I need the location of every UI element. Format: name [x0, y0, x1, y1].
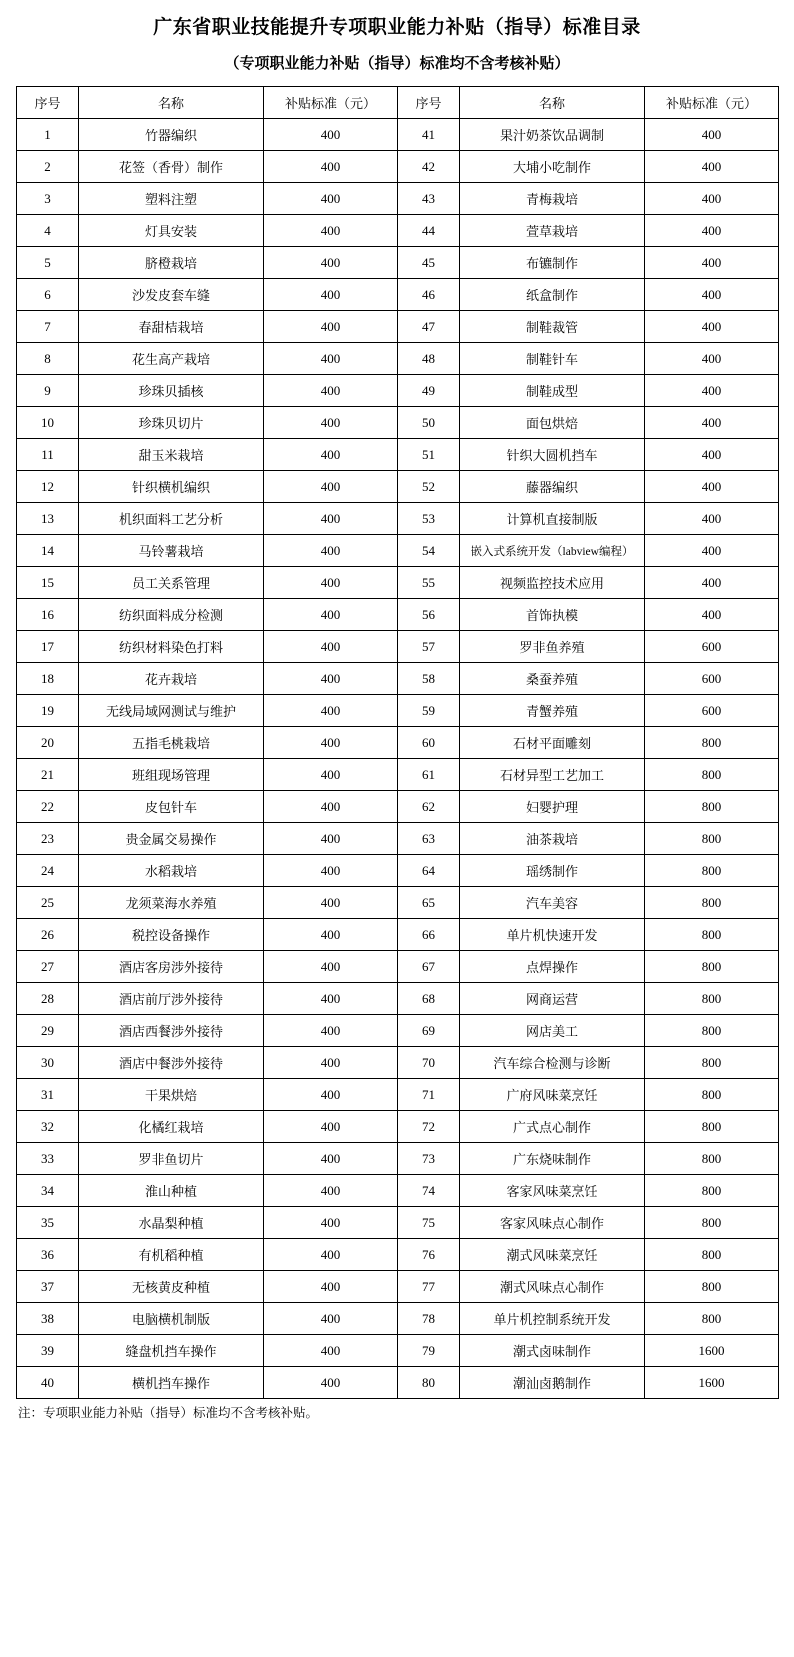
cell-name-right: 制鞋裁管	[460, 311, 645, 343]
cell-name-left: 纺织材料染色打料	[79, 631, 264, 663]
cell-name-left: 珍珠贝插核	[79, 375, 264, 407]
header-name-right: 名称	[460, 87, 645, 119]
cell-amount-left: 400	[264, 279, 398, 311]
cell-name-left: 甜玉米栽培	[79, 439, 264, 471]
cell-amount-right: 800	[645, 887, 779, 919]
cell-amount-left: 400	[264, 663, 398, 695]
table-row	[17, 1271, 779, 1303]
cell-name-right: 广式点心制作	[460, 1111, 645, 1143]
header-amount-right: 补贴标准（元）	[645, 87, 779, 119]
cell-amount-left: 400	[264, 791, 398, 823]
cell-name-right: 单片机快速开发	[460, 919, 645, 951]
cell-seq-right: 57	[398, 631, 460, 663]
cell-seq-right: 46	[398, 279, 460, 311]
cell-name-right: 点焊操作	[460, 951, 645, 983]
cell-name-left: 花签（香骨）制作	[79, 151, 264, 183]
cell-amount-right: 400	[645, 215, 779, 247]
cell-seq-left: 24	[17, 855, 79, 887]
cell-amount-right: 800	[645, 1271, 779, 1303]
cell-amount-right: 800	[645, 727, 779, 759]
table-row	[17, 759, 779, 791]
cell-seq-left: 33	[17, 1143, 79, 1175]
table-row	[17, 439, 779, 471]
cell-seq-right: 49	[398, 375, 460, 407]
table-row	[17, 567, 779, 599]
cell-amount-right: 800	[645, 1111, 779, 1143]
table-row	[17, 1367, 779, 1399]
cell-amount-left: 400	[264, 1239, 398, 1271]
cell-seq-right: 62	[398, 791, 460, 823]
cell-amount-left: 400	[264, 695, 398, 727]
cell-seq-left: 26	[17, 919, 79, 951]
cell-name-right: 网商运营	[460, 983, 645, 1015]
cell-amount-right: 400	[645, 471, 779, 503]
cell-name-right: 大埔小吃制作	[460, 151, 645, 183]
cell-name-left: 脐橙栽培	[79, 247, 264, 279]
cell-seq-left: 8	[17, 343, 79, 375]
cell-amount-right: 800	[645, 919, 779, 951]
cell-amount-right: 800	[645, 983, 779, 1015]
cell-name-left: 贵金属交易操作	[79, 823, 264, 855]
table-row	[17, 407, 779, 439]
cell-name-left: 机织面料工艺分析	[79, 503, 264, 535]
cell-seq-left: 4	[17, 215, 79, 247]
table-row	[17, 695, 779, 727]
cell-seq-right: 41	[398, 119, 460, 151]
cell-seq-left: 30	[17, 1047, 79, 1079]
table-row	[17, 951, 779, 983]
cell-amount-left: 400	[264, 823, 398, 855]
cell-name-right: 面包烘焙	[460, 407, 645, 439]
cell-name-left: 酒店西餐涉外接待	[79, 1015, 264, 1047]
cell-seq-left: 10	[17, 407, 79, 439]
table-body	[17, 119, 779, 1399]
cell-seq-right: 60	[398, 727, 460, 759]
cell-amount-right: 600	[645, 663, 779, 695]
cell-name-right: 广府风味菜烹饪	[460, 1079, 645, 1111]
cell-seq-left: 2	[17, 151, 79, 183]
cell-seq-right: 64	[398, 855, 460, 887]
cell-name-left: 横机挡车操作	[79, 1367, 264, 1399]
cell-amount-left: 400	[264, 343, 398, 375]
cell-amount-left: 400	[264, 567, 398, 599]
cell-name-right: 视频监控技术应用	[460, 567, 645, 599]
cell-seq-left: 38	[17, 1303, 79, 1335]
cell-name-left: 龙须菜海水养殖	[79, 887, 264, 919]
cell-name-left: 塑料注塑	[79, 183, 264, 215]
cell-name-left: 员工关系管理	[79, 567, 264, 599]
cell-amount-right: 800	[645, 1239, 779, 1271]
cell-name-right: 罗非鱼养殖	[460, 631, 645, 663]
cell-seq-right: 72	[398, 1111, 460, 1143]
cell-amount-left: 400	[264, 1175, 398, 1207]
cell-seq-right: 53	[398, 503, 460, 535]
cell-seq-left: 6	[17, 279, 79, 311]
cell-amount-right: 400	[645, 151, 779, 183]
cell-amount-right: 800	[645, 759, 779, 791]
cell-seq-left: 29	[17, 1015, 79, 1047]
cell-seq-right: 78	[398, 1303, 460, 1335]
cell-name-left: 淮山种植	[79, 1175, 264, 1207]
cell-seq-left: 22	[17, 791, 79, 823]
cell-name-right: 网店美工	[460, 1015, 645, 1047]
table-row	[17, 471, 779, 503]
table-row	[17, 183, 779, 215]
cell-name-right: 潮式风味点心制作	[460, 1271, 645, 1303]
cell-amount-right: 600	[645, 695, 779, 727]
cell-amount-left: 400	[264, 183, 398, 215]
cell-seq-right: 66	[398, 919, 460, 951]
table-row	[17, 1335, 779, 1367]
cell-name-right: 客家风味点心制作	[460, 1207, 645, 1239]
cell-name-left: 化橘红栽培	[79, 1111, 264, 1143]
cell-name-right: 单片机控制系统开发	[460, 1303, 645, 1335]
cell-amount-right: 800	[645, 1015, 779, 1047]
cell-name-left: 酒店前厅涉外接待	[79, 983, 264, 1015]
cell-name-left: 干果烘焙	[79, 1079, 264, 1111]
cell-seq-left: 13	[17, 503, 79, 535]
cell-amount-right: 400	[645, 407, 779, 439]
cell-amount-left: 400	[264, 375, 398, 407]
cell-name-right: 潮式卤味制作	[460, 1335, 645, 1367]
cell-seq-right: 47	[398, 311, 460, 343]
page-title: 广东省职业技能提升专项职业能力补贴（指导）标准目录	[153, 17, 641, 38]
cell-name-right: 制鞋成型	[460, 375, 645, 407]
cell-seq-right: 67	[398, 951, 460, 983]
cell-name-right: 藤器编织	[460, 471, 645, 503]
table-row	[17, 375, 779, 407]
header-seq-left: 序号	[17, 87, 79, 119]
table-row	[17, 535, 779, 567]
cell-amount-left: 400	[264, 1335, 398, 1367]
cell-seq-left: 5	[17, 247, 79, 279]
cell-name-right: 青蟹养殖	[460, 695, 645, 727]
cell-seq-left: 36	[17, 1239, 79, 1271]
cell-seq-left: 28	[17, 983, 79, 1015]
cell-amount-right: 800	[645, 1207, 779, 1239]
cell-name-right: 制鞋针车	[460, 343, 645, 375]
cell-amount-left: 400	[264, 535, 398, 567]
cell-seq-right: 44	[398, 215, 460, 247]
cell-seq-left: 35	[17, 1207, 79, 1239]
cell-seq-right: 42	[398, 151, 460, 183]
cell-amount-right: 600	[645, 631, 779, 663]
cell-amount-left: 400	[264, 919, 398, 951]
cell-amount-left: 400	[264, 311, 398, 343]
cell-name-left: 酒店中餐涉外接待	[79, 1047, 264, 1079]
cell-name-right: 石材平面雕刻	[460, 727, 645, 759]
cell-seq-right: 74	[398, 1175, 460, 1207]
cell-amount-right: 1600	[645, 1367, 779, 1399]
cell-name-right: 妇婴护理	[460, 791, 645, 823]
cell-amount-right: 400	[645, 567, 779, 599]
cell-seq-left: 15	[17, 567, 79, 599]
cell-amount-left: 400	[264, 855, 398, 887]
cell-seq-right: 48	[398, 343, 460, 375]
cell-name-left: 罗非鱼切片	[79, 1143, 264, 1175]
cell-amount-right: 400	[645, 375, 779, 407]
cell-name-left: 沙发皮套车缝	[79, 279, 264, 311]
cell-seq-left: 21	[17, 759, 79, 791]
cell-amount-left: 400	[264, 471, 398, 503]
cell-seq-right: 59	[398, 695, 460, 727]
cell-amount-left: 400	[264, 631, 398, 663]
table-row	[17, 1207, 779, 1239]
cell-amount-left: 400	[264, 887, 398, 919]
cell-seq-left: 31	[17, 1079, 79, 1111]
cell-amount-left: 400	[264, 1079, 398, 1111]
cell-seq-right: 56	[398, 599, 460, 631]
cell-amount-left: 400	[264, 215, 398, 247]
cell-amount-right: 400	[645, 343, 779, 375]
cell-name-right: 萱草栽培	[460, 215, 645, 247]
cell-seq-left: 32	[17, 1111, 79, 1143]
cell-seq-right: 58	[398, 663, 460, 695]
cell-name-right: 潮式风味菜烹饪	[460, 1239, 645, 1271]
cell-seq-right: 65	[398, 887, 460, 919]
cell-amount-left: 400	[264, 1111, 398, 1143]
table-row	[17, 215, 779, 247]
cell-seq-right: 75	[398, 1207, 460, 1239]
cell-name-right: 客家风味菜烹饪	[460, 1175, 645, 1207]
cell-seq-right: 61	[398, 759, 460, 791]
cell-seq-left: 40	[17, 1367, 79, 1399]
cell-amount-left: 400	[264, 439, 398, 471]
cell-seq-right: 80	[398, 1367, 460, 1399]
cell-name-left: 有机稻种植	[79, 1239, 264, 1271]
cell-amount-right: 800	[645, 1143, 779, 1175]
cell-seq-right: 63	[398, 823, 460, 855]
cell-seq-left: 25	[17, 887, 79, 919]
cell-name-right: 首饰执模	[460, 599, 645, 631]
cell-seq-right: 68	[398, 983, 460, 1015]
cell-amount-left: 400	[264, 1047, 398, 1079]
cell-name-left: 灯具安装	[79, 215, 264, 247]
cell-name-right: 汽车美容	[460, 887, 645, 919]
table-header-row	[17, 87, 779, 119]
cell-amount-right: 400	[645, 183, 779, 215]
cell-amount-left: 400	[264, 247, 398, 279]
table-row	[17, 119, 779, 151]
cell-name-right: 汽车综合检测与诊断	[460, 1047, 645, 1079]
cell-amount-right: 800	[645, 1047, 779, 1079]
cell-amount-left: 400	[264, 1271, 398, 1303]
cell-seq-right: 79	[398, 1335, 460, 1367]
table-row	[17, 343, 779, 375]
cell-seq-left: 20	[17, 727, 79, 759]
cell-name-left: 无线局域网测试与维护	[79, 695, 264, 727]
cell-name-left: 电脑横机制版	[79, 1303, 264, 1335]
cell-amount-right: 800	[645, 1175, 779, 1207]
cell-name-left: 无核黄皮种植	[79, 1271, 264, 1303]
cell-seq-left: 9	[17, 375, 79, 407]
table-row	[17, 151, 779, 183]
cell-seq-right: 70	[398, 1047, 460, 1079]
cell-amount-left: 400	[264, 759, 398, 791]
cell-amount-left: 400	[264, 951, 398, 983]
cell-seq-left: 17	[17, 631, 79, 663]
cell-seq-right: 71	[398, 1079, 460, 1111]
cell-name-left: 税控设备操作	[79, 919, 264, 951]
cell-seq-right: 73	[398, 1143, 460, 1175]
table-row	[17, 1143, 779, 1175]
header-name-left: 名称	[79, 87, 264, 119]
cell-amount-left: 400	[264, 599, 398, 631]
cell-name-left: 酒店客房涉外接待	[79, 951, 264, 983]
cell-name-left: 缝盘机挡车操作	[79, 1335, 264, 1367]
cell-amount-left: 400	[264, 503, 398, 535]
header-amount-left: 补贴标准（元）	[264, 87, 398, 119]
cell-amount-right: 800	[645, 855, 779, 887]
cell-seq-left: 12	[17, 471, 79, 503]
table-row	[17, 791, 779, 823]
cell-amount-right: 400	[645, 503, 779, 535]
cell-name-right: 布镳制作	[460, 247, 645, 279]
cell-seq-left: 37	[17, 1271, 79, 1303]
cell-name-left: 五指毛桃栽培	[79, 727, 264, 759]
table-row	[17, 663, 779, 695]
cell-name-left: 花卉栽培	[79, 663, 264, 695]
table-row	[17, 1047, 779, 1079]
cell-name-left: 纺织面料成分检测	[79, 599, 264, 631]
cell-seq-left: 11	[17, 439, 79, 471]
cell-amount-right: 400	[645, 279, 779, 311]
table-row	[17, 1079, 779, 1111]
cell-name-left: 水晶梨种植	[79, 1207, 264, 1239]
cell-amount-right: 400	[645, 535, 779, 567]
cell-amount-left: 400	[264, 407, 398, 439]
cell-seq-right: 55	[398, 567, 460, 599]
cell-seq-right: 43	[398, 183, 460, 215]
cell-seq-left: 3	[17, 183, 79, 215]
page-subtitle: （专项职业能力补贴（指导）标准均不含考核补贴）	[224, 55, 570, 72]
cell-seq-right: 50	[398, 407, 460, 439]
cell-amount-right: 800	[645, 951, 779, 983]
cell-seq-left: 27	[17, 951, 79, 983]
cell-name-left: 竹器编织	[79, 119, 264, 151]
cell-seq-right: 77	[398, 1271, 460, 1303]
cell-amount-right: 400	[645, 439, 779, 471]
cell-amount-left: 400	[264, 119, 398, 151]
cell-amount-left: 400	[264, 1143, 398, 1175]
cell-amount-right: 800	[645, 823, 779, 855]
cell-name-left: 水稻栽培	[79, 855, 264, 887]
table-row	[17, 311, 779, 343]
cell-seq-left: 18	[17, 663, 79, 695]
cell-seq-left: 14	[17, 535, 79, 567]
cell-name-right: 计算机直接制版	[460, 503, 645, 535]
cell-amount-right: 400	[645, 247, 779, 279]
cell-name-right: 针织大圆机挡车	[460, 439, 645, 471]
table-row	[17, 503, 779, 535]
cell-amount-right: 400	[645, 599, 779, 631]
table-row	[17, 919, 779, 951]
cell-amount-right: 800	[645, 791, 779, 823]
cell-seq-left: 23	[17, 823, 79, 855]
cell-seq-right: 51	[398, 439, 460, 471]
table-row	[17, 727, 779, 759]
cell-name-right: 桑蚕养殖	[460, 663, 645, 695]
cell-name-right: 油茶栽培	[460, 823, 645, 855]
cell-amount-left: 400	[264, 1207, 398, 1239]
table-row	[17, 1111, 779, 1143]
table-row	[17, 983, 779, 1015]
cell-seq-left: 34	[17, 1175, 79, 1207]
table-row	[17, 599, 779, 631]
cell-name-left: 班组现场管理	[79, 759, 264, 791]
cell-amount-left: 400	[264, 1367, 398, 1399]
table-row	[17, 887, 779, 919]
cell-name-right: 果汁奶茶饮品调制	[460, 119, 645, 151]
table-row	[17, 1239, 779, 1271]
table-note: 注：专项职业能力补贴（指导）标准均不含考核补贴。	[18, 1406, 319, 1421]
cell-name-right: 石材异型工艺加工	[460, 759, 645, 791]
cell-amount-right: 1600	[645, 1335, 779, 1367]
cell-name-left: 春甜桔栽培	[79, 311, 264, 343]
table-row	[17, 823, 779, 855]
table-row	[17, 1303, 779, 1335]
cell-name-right: 嵌入式系统开发（labview编程）	[460, 535, 645, 567]
cell-amount-right: 400	[645, 119, 779, 151]
cell-seq-right: 69	[398, 1015, 460, 1047]
cell-amount-right: 800	[645, 1079, 779, 1111]
cell-seq-left: 1	[17, 119, 79, 151]
cell-amount-left: 400	[264, 151, 398, 183]
cell-amount-left: 400	[264, 727, 398, 759]
cell-amount-right: 800	[645, 1303, 779, 1335]
cell-seq-right: 54	[398, 535, 460, 567]
cell-name-right: 广东烧味制作	[460, 1143, 645, 1175]
cell-name-right: 青梅栽培	[460, 183, 645, 215]
cell-name-left: 珍珠贝切片	[79, 407, 264, 439]
subsidy-standard-table	[16, 86, 779, 1399]
cell-seq-right: 45	[398, 247, 460, 279]
table-row	[17, 1015, 779, 1047]
table-row	[17, 855, 779, 887]
header-seq-right: 序号	[398, 87, 460, 119]
cell-amount-right: 400	[645, 311, 779, 343]
cell-name-left: 针织横机编织	[79, 471, 264, 503]
cell-amount-left: 400	[264, 1303, 398, 1335]
cell-seq-left: 19	[17, 695, 79, 727]
cell-name-left: 花生高产栽培	[79, 343, 264, 375]
cell-name-left: 皮包针车	[79, 791, 264, 823]
table-row	[17, 279, 779, 311]
cell-seq-right: 76	[398, 1239, 460, 1271]
table-row	[17, 247, 779, 279]
table-row	[17, 1175, 779, 1207]
cell-seq-left: 7	[17, 311, 79, 343]
cell-amount-left: 400	[264, 1015, 398, 1047]
cell-seq-right: 52	[398, 471, 460, 503]
cell-seq-left: 16	[17, 599, 79, 631]
cell-name-right: 潮汕卤鹅制作	[460, 1367, 645, 1399]
cell-name-left: 马铃薯栽培	[79, 535, 264, 567]
cell-amount-left: 400	[264, 983, 398, 1015]
table-row	[17, 631, 779, 663]
cell-seq-left: 39	[17, 1335, 79, 1367]
cell-name-right: 纸盒制作	[460, 279, 645, 311]
cell-name-right: 瑶绣制作	[460, 855, 645, 887]
